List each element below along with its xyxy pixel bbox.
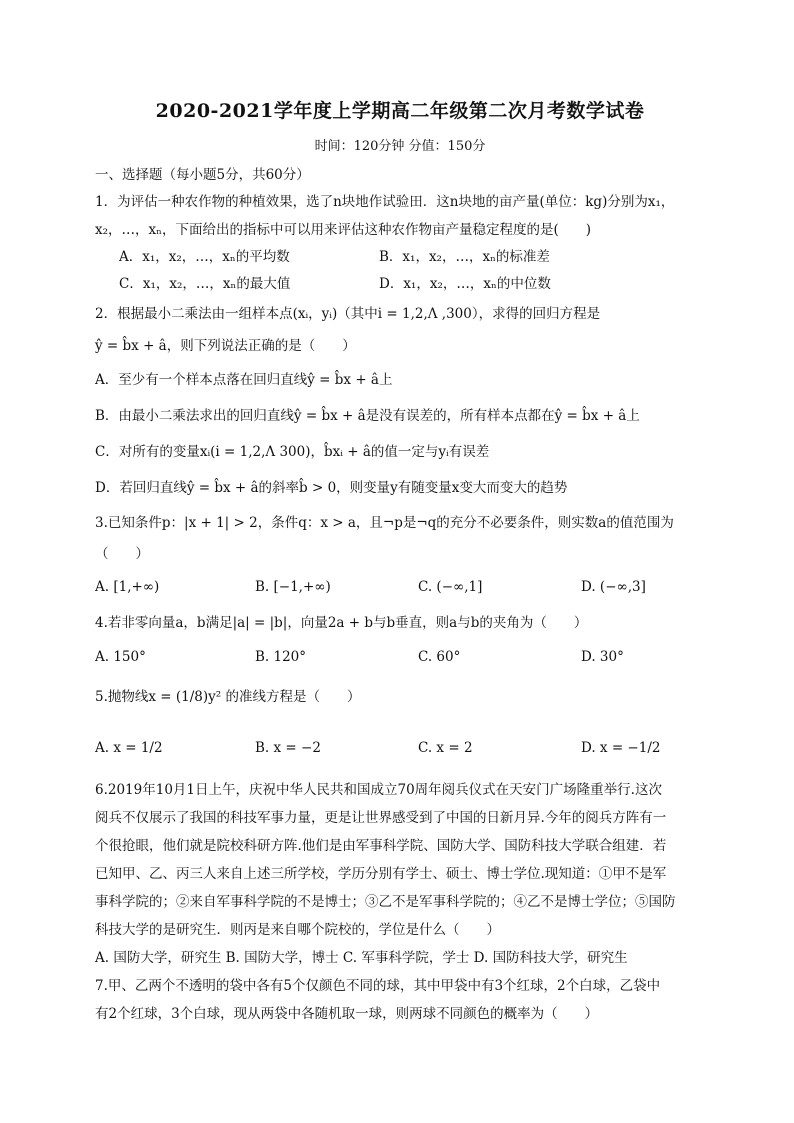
q2-option-a: A．至少有一个样本点落在回归直线ŷ = b̂x + â上 xyxy=(95,372,393,388)
q6-line-1: 6.2019年10月1日上午，庆祝中华人民共和国成立70周年阅兵仪式在天安门广场隆重举行.这次 xyxy=(95,782,662,798)
q5-options xyxy=(95,720,705,776)
q5-option-b: B. x = −2 xyxy=(255,740,321,756)
q1-option-d: D．x₁，x₂，…，xₙ的中位数 xyxy=(379,276,551,292)
q4-option-d: D. 30° xyxy=(581,649,624,665)
q1-options xyxy=(95,244,705,298)
q3-option-d: D. (−∞,3] xyxy=(581,579,646,595)
q6-line-6: 科技大学的是研究生．则丙是来自哪个院校的，学位是什么（ ） xyxy=(95,922,500,938)
q4-stem: 4.若非零向量a，b满足|a| = |b|，向量2a + b与b垂直，则a与b的夹角为（ ） xyxy=(95,615,588,631)
q3-option-b: B. [−1,+∞) xyxy=(255,579,331,595)
q2-option-b: B．由最小二乘法求出的回归直线ŷ = b̂x + â是没有误差的，所有样本点都在ŷ = b̂x + â上 xyxy=(95,408,640,424)
q1-stem-line-2: x₂，…，xₙ，下面给出的指标中可以用来评估这种农作物亩产量稳定程度的是( ) xyxy=(95,222,592,238)
q1-option-c: C．x₁，x₂，…，xₙ的最大值 xyxy=(119,276,291,292)
exam-page xyxy=(95,96,705,1028)
question-5 xyxy=(95,674,705,776)
q4-option-a: A. 150° xyxy=(95,649,146,665)
q3-stem-line-1: 3.已知条件p：|x + 1| > 2，条件q：x > a，且¬p是¬q的充分不必要条件，则实数a的值范围为 xyxy=(95,515,674,531)
q1-option-a: A．x₁，x₂，…，xₙ的平均数 xyxy=(119,249,290,265)
question-4 xyxy=(95,606,705,674)
q6-options: A. 国防大学，研究生 B. 国防大学，博士 C. 军事科学院，学士 D. 国防科技大学，研究生 xyxy=(95,950,628,966)
exam-title: 2020-2021学年度上学期高二年级第二次月考数学试卷 xyxy=(155,100,645,122)
q3-options xyxy=(95,568,705,606)
q6-line-5: 事科学院的；②来自军事科学院的不是博士；③乙不是军事科学院的；④乙不是博士学位；⑤国防 xyxy=(95,894,676,910)
q2-stem-line-2: ŷ = b̂x + â，则下列说法正确的是（ ） xyxy=(95,338,356,354)
q2-option-c: C．对所有的变量xᵢ(i = 1,2,Λ 300)，b̂xᵢ + â的值一定与yᵢ有误差 xyxy=(95,444,490,460)
exam-time-score: 时间：120分钟 分值：150分 xyxy=(314,139,486,154)
q7-line-2: 有2个红球，3个白球，现从两袋中各随机取一球，则两球不同颜色的概率为（ ） xyxy=(95,1006,599,1022)
question-3 xyxy=(95,506,705,606)
q7-line-1: 7.甲、乙两个不透明的袋中各有5个仅颜色不同的球，其中甲袋中有3个红球，2个白球，乙袋中 xyxy=(95,978,661,994)
question-7 xyxy=(95,972,705,1028)
q2-option-d: D．若回归直线ŷ = b̂x + â的斜率b̂ > 0，则变量y有随变量x变大而变大的趋势 xyxy=(95,480,568,496)
q4-option-b: B. 120° xyxy=(255,649,307,665)
q4-options xyxy=(95,640,705,674)
q1-option-b: B．x₁，x₂，…，xₙ的标准差 xyxy=(379,249,550,265)
section-heading: 一、选择题（每小题5分，共60分） xyxy=(95,167,310,183)
question-6 xyxy=(95,776,705,972)
q1-stem-line-1: 1．为评估一种农作物的种植效果，选了n块地作试验田．这n块地的亩产量(单位：kg)分别为x₁， xyxy=(95,194,675,210)
question-2 xyxy=(95,298,705,506)
q5-option-c: C. x = 2 xyxy=(418,740,473,756)
q3-stem-line-2: （ ） xyxy=(95,546,149,562)
q6-line-4: 已知甲、乙、丙三人来自上述三所学校，学历分别有学士、硕士、博士学位.现知道：①甲不是军 xyxy=(95,866,667,882)
q2-stem-line-1: 2．根据最小二乘法由一组样本点(xᵢ，yᵢ)（其中i = 1,2,Λ ,300），求得的回归方程是 xyxy=(95,306,601,322)
q5-option-a: A. x = 1/2 xyxy=(95,740,163,756)
question-1 xyxy=(95,188,705,298)
q6-line-3: 个很抢眼，他们就是院校科研方阵.他们是由军事科学院、国防大学、国防科技大学联合组建．若 xyxy=(95,838,667,854)
q6-line-2: 阅兵不仅展示了我国的科技军事力量，更是让世界感受到了中国的日新月异.今年的阅兵方阵有一 xyxy=(95,810,667,826)
q5-stem: 5.抛物线x = (1/8)y² 的准线方程是（ ） xyxy=(95,689,361,705)
q3-option-c: C. (−∞,1] xyxy=(418,579,483,595)
q5-option-d: D. x = −1/2 xyxy=(581,740,661,756)
q4-option-c: C. 60° xyxy=(418,649,461,665)
q3-option-a: A. [1,+∞) xyxy=(95,579,160,595)
